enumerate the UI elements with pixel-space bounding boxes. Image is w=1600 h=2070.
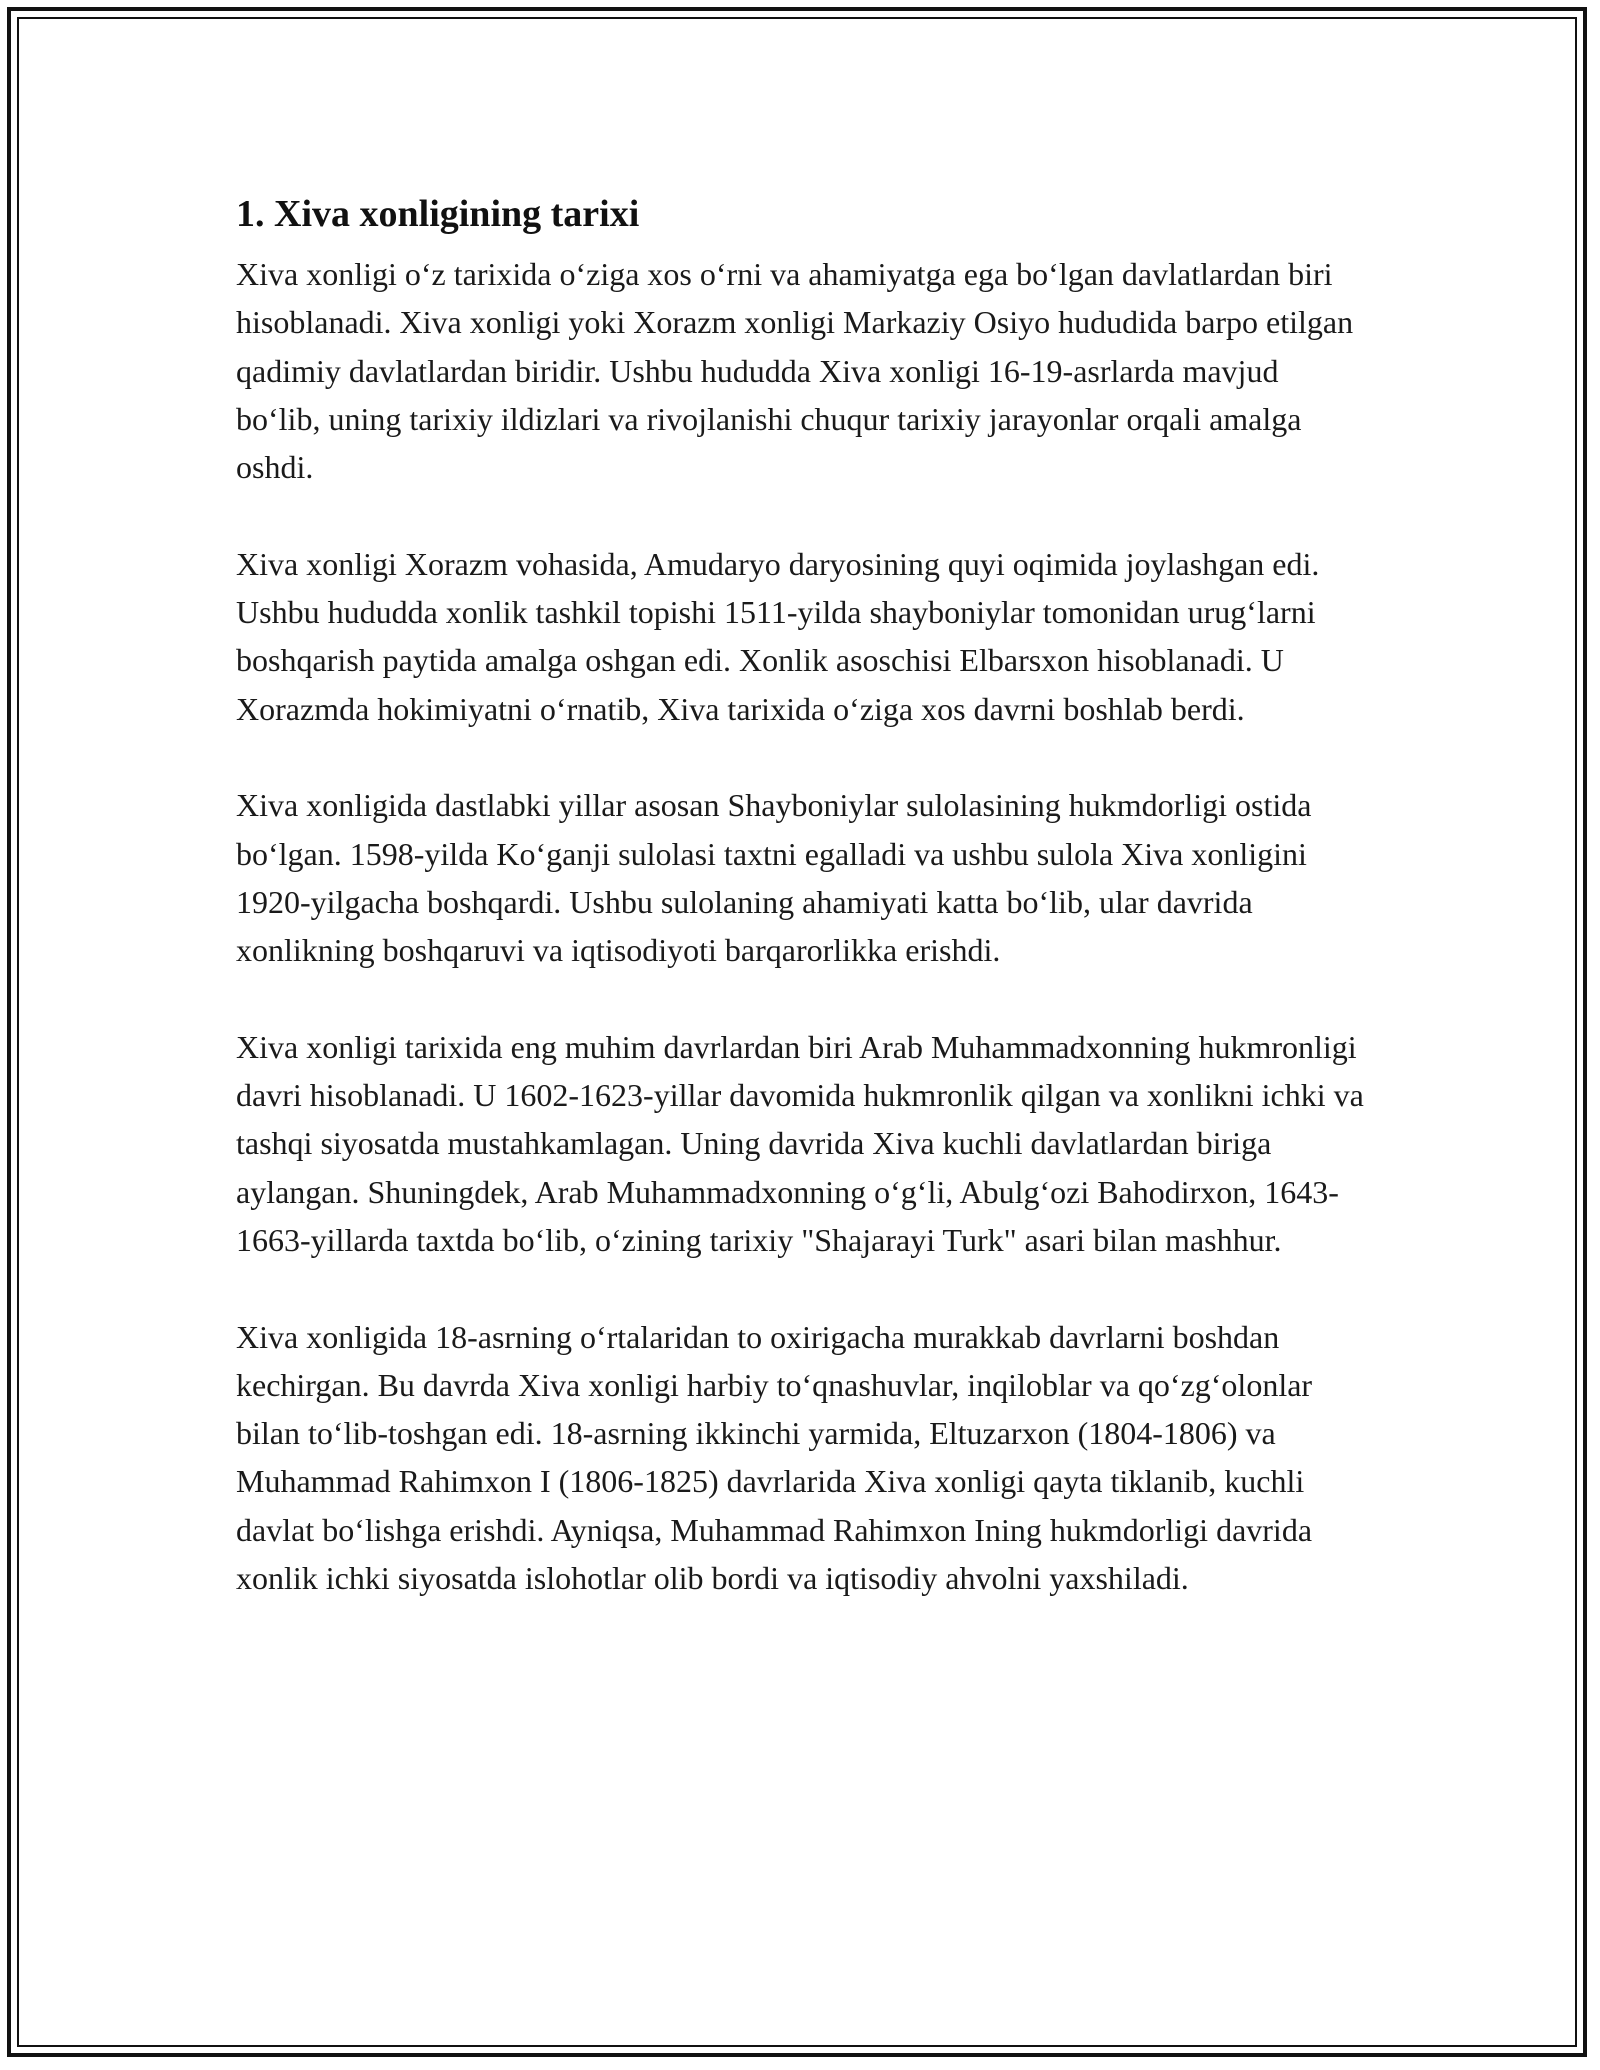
paragraph-2: Xiva xonligi Xorazm vohasida, Amudaryo daryosining quyi oqimida joylashgan edi. Ushbu hududda xonlik tashkil topishi 1511-yilda shayboniylar tomonidan urug‘larni boshqarish paytida amalga oshgan edi. Xonlik asoschisi Elbarsxon hisoblanadi. U Xorazmda hokimiyatni o‘rnatib, Xiva tarixida o‘ziga xos davrni boshlab berdi. [236, 545, 1320, 727]
section-heading: 1. Xiva xonligining tarixi [236, 193, 640, 235]
document-body [236, 184, 1366, 1651]
paragraph-4: Xiva xonligi tarixida eng muhim davrlardan biri Arab Muhammadxonning hukmronligi davri hisoblanadi. U 1602-1623-yillar davomida hukmronlik qilgan va xonlikni ichki va tashqi siyosatda mustahkamlagan. Uning davrida Xiva kuchli davlatlardan biriga aylangan. Shuningdek, Arab Muhammadxonning o‘g‘li, Abulg‘ozi Bahodirxon, 1643-1663-yillarda taxtda bo‘lib, o‘zining tarixiy "Shajarayi Turk" asari bilan mashhur. [236, 1028, 1364, 1258]
paragraph-3: Xiva xonligida dastlabki yillar asosan Shayboniylar sulolasining hukmdorligi ostida bo‘lgan. 1598-yilda Ko‘ganji sulolasi taxtni egalladi va ushbu sulola Xiva xonligini 1920-yilgacha boshqardi. Ushbu sulolaning ahamiyati katta bo‘lib, ular davrida xonlikning boshqaruvi va iqtisodiyoti barqarorlikka erishdi. [236, 787, 1312, 969]
paragraph-5: Xiva xonligida 18-asrning o‘rtalaridan to oxirigacha murakkab davrlarni boshdan kechirgan. Bu davrda Xiva xonligi harbiy to‘qnashuvlar, inqiloblar va qo‘zg‘olonlar bilan to‘lib-toshgan edi. 18-asrning ikkinchi yarmida, Eltuzarxon (1804-1806) va Muhammad Rahimxon I (1806-1825) davrlarida Xiva xonligi qayta tiklanib, kuchli davlat bo‘lishga erishdi. Ayniqsa, Muhammad Rahimxon Ining hukmdorligi davrida xonlik ichki siyosatda islohotlar olib bordi va iqtisodiy ahvolni yaxshiladi. [236, 1318, 1313, 1597]
paragraph-1: Xiva xonligi o‘z tarixida o‘ziga xos o‘rni va ahamiyatga ega bo‘lgan davlatlardan biri hisoblanadi. Xiva xonligi yoki Xorazm xonligi Markaziy Osiyo hududida barpo etilgan qadimiy davlatlardan biridir. Ushbu hududda Xiva xonligi 16-19-asrlarda mavjud bo‘lib, uning tarixiy ildizlari va rivojlanishi chuqur tarixiy jarayonlar orqali amalga oshdi. [236, 256, 1354, 486]
